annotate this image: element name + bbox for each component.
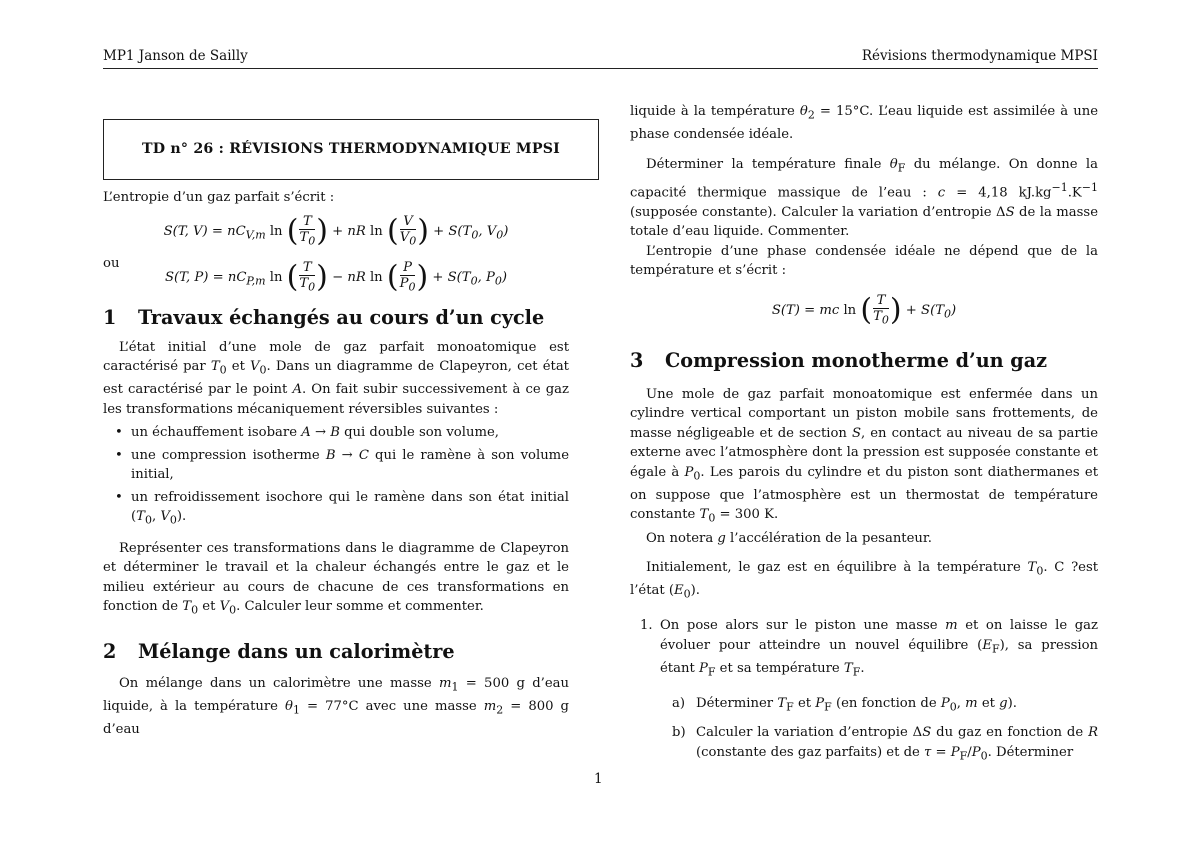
section-1-question: Représenter ces transformations dans le diagramme de Clapeyron et déterminer le travail et la chaleur échangés entre le gaz et le milieu extérieur au cours de chacune de ces transformations en fonction de $T_0$ et $V_0$. Calculer leur somme et commenter. [103,540,569,617]
condensed-entropy-equation: S(T) = mc ln ( $\frac{T}{T_0}$ ) + $S(T_0)$ [771,292,957,328]
section-2-paragraph: On mélange dans un calorimètre une masse $m_1 = 500$ g d’eau liquide, à la température $\theta_1 = 77^\circ C$ avec une masse $m_2 = 800$ g d’eau [103,675,569,737]
header-left: MP1 Janson de Sailly [103,48,248,64]
section-2-note: L’entropie d’une phase condensée idéale ne dépend que de la température et s’écrit : [630,243,1098,279]
section-3-gravity: On notera g l’accélération de la pesanteur. [646,530,932,546]
header-right: Révisions thermodynamique MPSI [861,48,1098,64]
transformation-list [103,423,569,530]
question-1: 1. On pose alors sur le piston une masse m et on laisse le gaz évoluer pour atteindre un nouvel équilibre $(E_F)$, sa pression étant $P_F$ et sa température $T_F$. [640,618,1099,679]
section-1-heading: 1 Travaux échangés au cours d’un cycle [103,306,545,330]
page-header [103,48,1098,69]
section-1-paragraph: L’état initial d’une mole de gaz parfait monoatomique est caractérisé par $T_0$ et $V_0$. Dans un diagramme de Clapeyron, cet état est caractérisé par le point A. On fait subir successivement à ce gaz les transformations mécaniquement réversibles suivantes : [103,339,569,417]
right-column [630,102,1098,772]
entropy-equation-tv: S(T, $V) = nC_{V,m}$ ln ( $\frac{T}{T_0}$ ) + nR ln ( $\frac{V}{V_0}$ ) + $S(T_0$, $V_0$) [163,213,509,249]
section-3-heading: 3 Compression monotherme d’un gaz [630,349,1048,373]
section-3-paragraph: Une mole de gaz parfait monoatomique est enfermée dans un cylindre vertical comportant un piston mobile sans frottements, de masse négligeable et de section S, en contact au niveau de sa partie externe avec l’atmosphère dont la pression est supposée constante et égale à $P_0$. Les parois du cylindre et du piston sont diathermanes et on suppose que l’atmosphère est un thermostat de température constante $T_0 = 300$ K. [630,386,1099,526]
section-2-question: Déterminer la température finale $\theta_F$ du mélange. On donne la capacité thermique massique de l’eau : c = 4,18 $kJ.kg^{-1}.K^{-1}$ (supposée constante). Calculer la variation d’entropie ΔS de la masse totale d’eau liquide. Commenter. [630,156,1098,240]
section-2-paragraph-cont: liquide à la température $\theta_2 = 15^\circ C$. L’eau liquide est assimilée à une phase condensée idéale. [630,104,1098,143]
left-column [103,100,569,739]
list-item: • une compression isotherme B → C qui le ramène à son volume initial, [131,446,569,485]
list-item: • un échauffement isobare A → B qui double son volume, [131,423,569,443]
document-title: TD n° 26 : RÉVISIONS THERMODYNAMIQUE MPSI [103,119,599,180]
section-3-initial-state: Initialement, le gaz est en équilibre à la température $T_0$. C ?est l’état $(E_0)$. [630,560,1099,601]
intro-text: L’entropie d’un gaz parfait s’écrit : [103,190,335,205]
or-text: ou [103,256,120,272]
entropy-equation-tp: S(T, $P) = nC_{P,m}$ ln ( $\frac{T}{T_0}$ ) − nR ln ( $\frac{P}{P_0}$ ) + $S(T_0$, $P_0$) [164,259,508,295]
question-1b: b) Calculer la variation d’entropie ΔS du gaz en fonction de R (constante des gaz parfaits) et de $\tau = P_F/P_0$. Déterminer [672,725,1098,763]
question-1a: a) Déterminer $T_F$ et $P_F$ (en fonction de $P_0$, m et g). [672,696,1017,714]
page-number: 1 [594,771,603,787]
section-2-heading: 2 Mélange dans un calorimètre [103,640,455,664]
list-item: • un refroidissement isochore qui le ramène dans son état initial ($T_0$, $V_0$). [131,488,569,531]
